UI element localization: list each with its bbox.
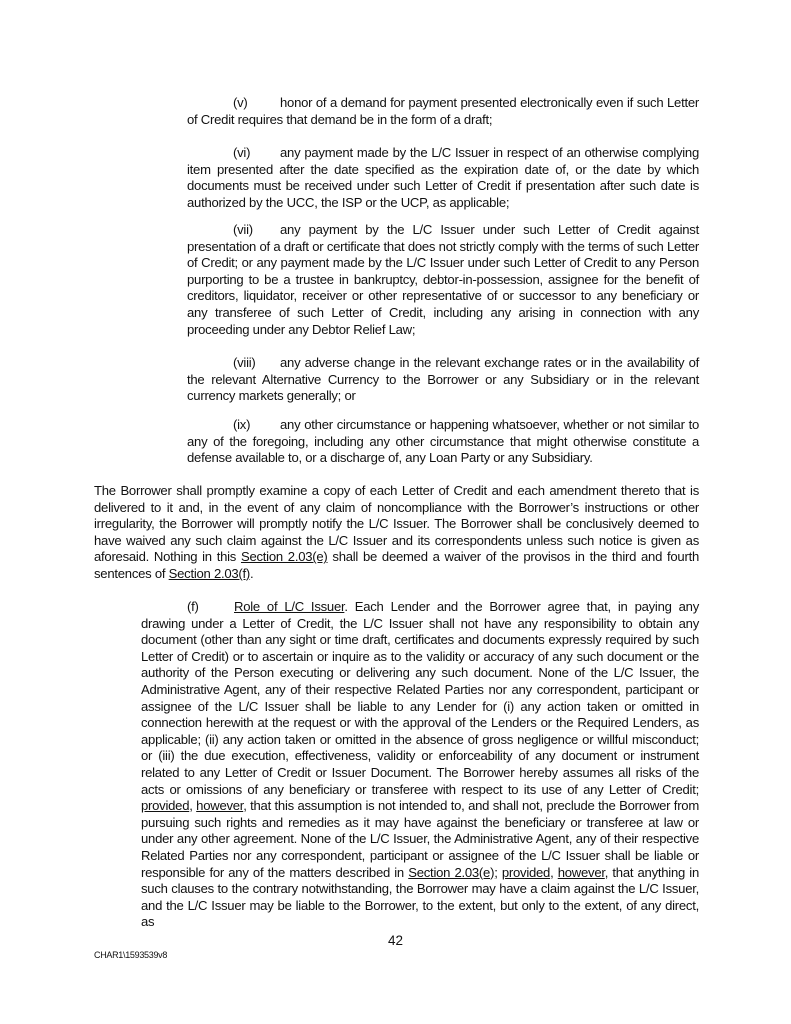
clause-text: honor of a demand for payment presented electronically even if such Letter of Credit requires that demand be in the form of a draft; bbox=[187, 95, 699, 127]
clause-text: any other circumstance or happening whatsoever, whether or not similar to any of the foregoing, including any other circumstance that might otherwise constitute a defense available to, or a discharge of, any Loan Party or any Subsidiary. bbox=[187, 417, 699, 466]
section-f-role-of-lc-issuer bbox=[141, 599, 699, 931]
page-number: 42 bbox=[388, 933, 404, 948]
paragraph-text: , that anything in such clauses to the contrary notwithstanding, the Borrower may have a claim against the L/C Issuer, and the L/C Issuer may be liable to the Borrower, to the extent, but only to the extent, of any direct, as bbox=[141, 864, 699, 930]
section-number: (f) bbox=[187, 599, 199, 614]
borrower-examination-paragraph bbox=[94, 483, 699, 583]
however-term: however bbox=[196, 798, 244, 814]
clause-viii bbox=[187, 355, 699, 405]
however-term: however bbox=[557, 864, 605, 880]
clause-text: any payment by the L/C Issuer under such Letter of Credit against presentation of a draft or certificate that does not strictly comply with the terms of such Letter of Credit; or any payment made by the L/C Issuer under such Letter of Credit to any Person purporting to be a trustee in bankruptcy, debtor-in-possession, assignee for the benefit of creditors, liquidator, receiver or other representative of or successor to any beneficiary or any transferee of such Letter of Credit, including any arising in connection with any proceeding under any Debtor Relief Law; bbox=[187, 222, 699, 337]
clause-number: (vi) bbox=[233, 145, 251, 160]
clause-number: (ix) bbox=[233, 417, 251, 432]
clause-vii bbox=[187, 222, 699, 338]
clause-text: any payment made by the L/C Issuer in respect of an otherwise complying item presented after the date specified as the expiration date of, or the date by which documents must be received under such Letter of Credit if presentation after such date is authorized by the UCC, the ISP or the UCP, as applicable; bbox=[187, 145, 699, 210]
paragraph-text: shall be deemed a waiver of the provisos in the third and fourth sentences of bbox=[94, 549, 699, 581]
punctuation: , bbox=[550, 864, 558, 880]
clause-v bbox=[187, 95, 699, 128]
clause-number: (vii) bbox=[233, 222, 253, 237]
punctuation: ; bbox=[494, 864, 502, 880]
provided-term: provided bbox=[141, 798, 190, 814]
clause-ix bbox=[187, 417, 699, 467]
section-reference-link[interactable]: Section 2.03(e) bbox=[240, 549, 328, 565]
clause-number: (viii) bbox=[233, 355, 256, 370]
paragraph-text: The Borrower shall promptly examine a copy of each Letter of Credit and each amendment thereto that is delivered to it and, in the event of any claim of noncompliance with the Borrower’s instructions or other irregularity, the Borrower will promptly notify the L/C Issuer. The Borrower shall be conclusively deemed to have waived any such claim against the L/C Issuer and its correspondents unless such notice is given as aforesaid. Nothing in this bbox=[94, 483, 699, 565]
section-reference-link[interactable]: Section 2.03(f) bbox=[168, 565, 251, 581]
clause-vi bbox=[187, 145, 699, 211]
paragraph-text: , that this assumption is not intended to, and shall not, preclude the Borrower from pursuing such rights and remedies as it may have against the beneficiary or transferee at law or under any other agreement. None of the L/C Issuer, the Administrative Agent, any of their respective Related Parties nor any correspondent, participant or assignee of the L/C Issuer shall be liable or responsible for any of the matters described in bbox=[141, 798, 699, 880]
paragraph-text: . Each Lender and the Borrower agree that, in paying any drawing under a Letter of Credit, the L/C Issuer shall not have any responsibility to obtain any document (other than any sight or time draft, certificates and documents expressly required by such Letter of Credit) or to ascertain or inquire as to the validity or accuracy of any such document or the authority of the Person executing or delivering any such document. None of the L/C Issuer, the Administrative Agent, any of their respective Related Parties nor any correspondent, participant or assignee of the L/C Issuer shall be liable to any Lender for (i) any action taken or omitted in connection herewith at the request or with the approval of the Lenders or the Required Lenders, as applicable; (ii) any action taken or omitted in the absence of gross negligence or willful misconduct; or (iii) the due execution, effectiveness, validity or enforceability of any document or instrument related to any Letter of Credit or Issuer Document. The Borrower hereby assumes all risks of the acts or omissions of any beneficiary or transferee with respect to its use of any Letter of Credit; bbox=[141, 599, 699, 797]
clause-text: any adverse change in the relevant exchange rates or in the availability of the relevant Alternative Currency to the Borrower or any Subsidiary or in the relevant currency markets generally; or bbox=[187, 355, 699, 404]
clause-number: (v) bbox=[233, 95, 248, 110]
paragraph-text: . bbox=[250, 565, 254, 581]
section-reference-link[interactable]: Section 2.03(e) bbox=[408, 864, 495, 880]
document-id: CHAR1\1593539v8 bbox=[94, 950, 168, 960]
section-heading: Role of L/C Issuer bbox=[234, 599, 345, 614]
provided-term: provided bbox=[501, 864, 551, 880]
punctuation: , bbox=[189, 798, 197, 814]
